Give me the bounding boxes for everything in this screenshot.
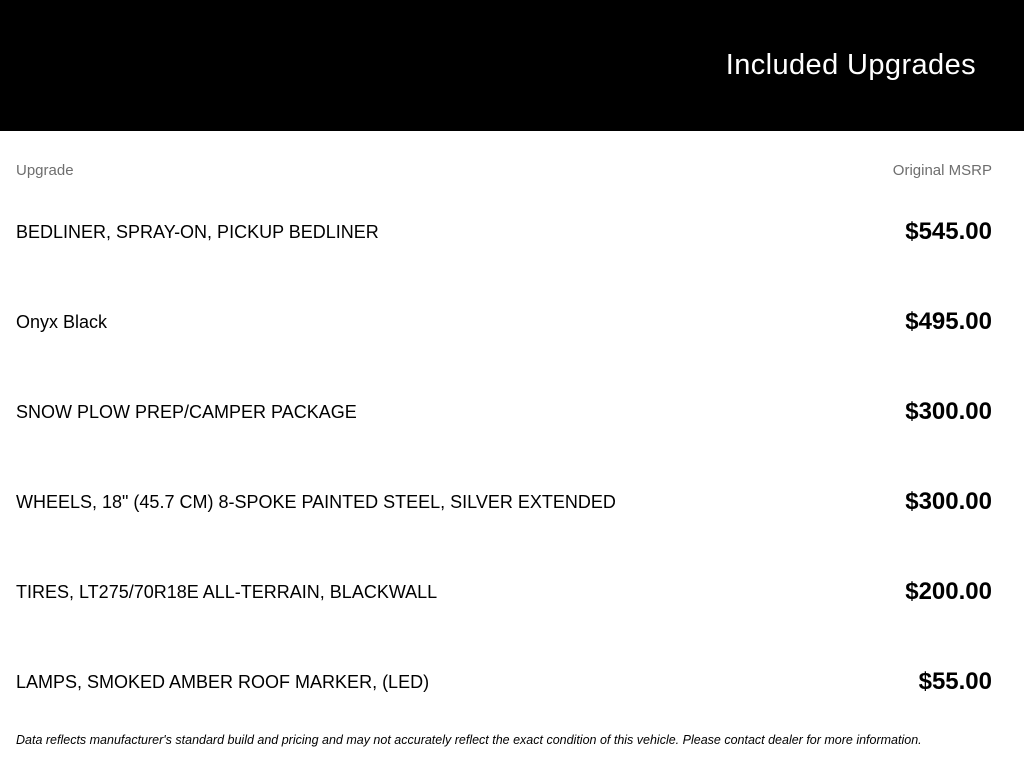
table-row xyxy=(16,637,992,727)
upgrade-msrp: $545.00 xyxy=(905,218,992,245)
upgrade-msrp: $200.00 xyxy=(905,578,992,605)
upgrade-name: SNOW PLOW PREP/CAMPER PACKAGE xyxy=(16,402,357,422)
table-row xyxy=(16,547,992,637)
upgrades-table xyxy=(0,162,1024,727)
upgrade-msrp: $495.00 xyxy=(905,308,992,335)
table-row xyxy=(16,277,992,367)
upgrade-name: WHEELS, 18" (45.7 CM) 8-SPOKE PAINTED STEEL, SILVER EXTENDED xyxy=(16,492,616,512)
upgrade-msrp: $300.00 xyxy=(905,398,992,425)
upgrade-name: LAMPS, SMOKED AMBER ROOF MARKER, (LED) xyxy=(16,672,430,692)
upgrade-name: TIRES, LT275/70R18E ALL-TERRAIN, BLACKWALL xyxy=(16,582,438,602)
upgrade-name: BEDLINER, SPRAY-ON, PICKUP BEDLINER xyxy=(16,222,379,242)
table-header-row xyxy=(16,162,992,179)
panel-footer xyxy=(0,733,1024,748)
table-row xyxy=(16,457,992,547)
table-row xyxy=(16,187,992,277)
column-header-upgrade: Upgrade xyxy=(16,162,74,179)
table-body xyxy=(16,187,992,727)
upgrade-msrp: $55.00 xyxy=(918,668,992,695)
upgrade-name: Onyx Black xyxy=(16,312,108,332)
upgrade-msrp: $300.00 xyxy=(905,488,992,515)
panel-header xyxy=(0,0,1024,131)
page-title: Included Upgrades xyxy=(725,49,976,81)
column-header-original-msrp: Original MSRP xyxy=(892,162,992,179)
disclaimer-text: Data reflects manufacturer's standard build and pricing and may not accurately reflect the exact condition of this vehicle. Please contact dealer for more information. xyxy=(16,733,922,747)
table-row xyxy=(16,367,992,457)
